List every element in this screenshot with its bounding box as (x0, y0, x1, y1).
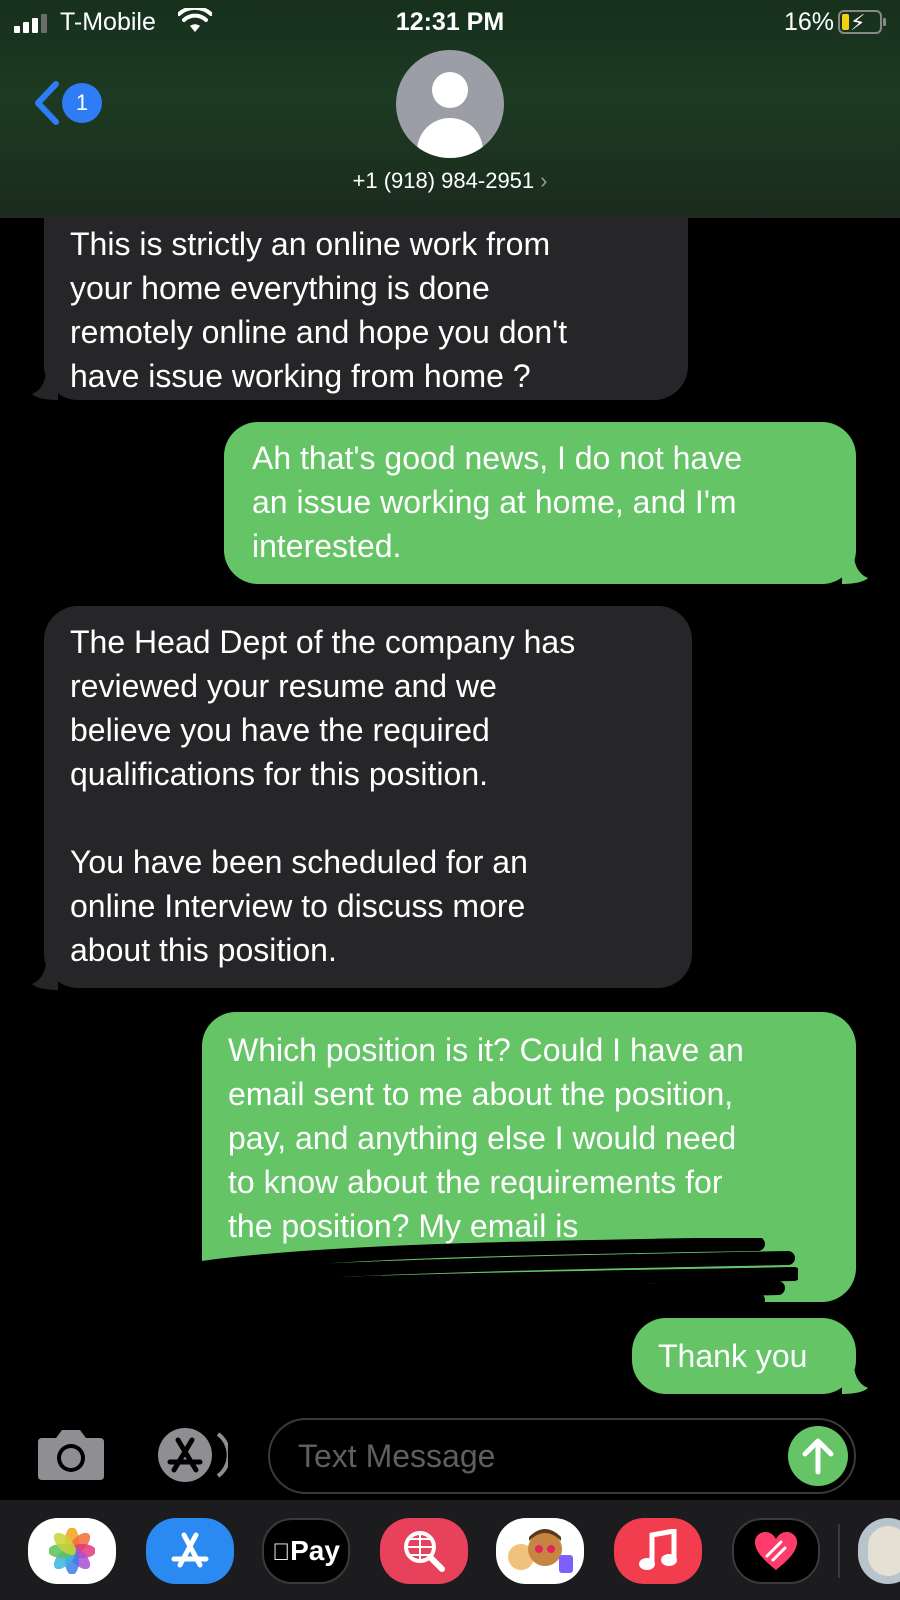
message-bubble-received[interactable]: This is strictly an online work from your home everything is done remotely online and hope you don't have issue working from home ? (44, 218, 688, 400)
status-bar (0, 0, 900, 46)
heart-icon (753, 1530, 799, 1572)
unread-count-badge: 1 (62, 83, 102, 123)
app-store-icon (168, 1529, 212, 1573)
chevron-right-icon: › (540, 168, 548, 193)
app-store-icon (158, 1428, 228, 1482)
app-image-search[interactable] (380, 1518, 468, 1584)
photos-icon (49, 1528, 95, 1574)
app-apple-pay[interactable] (262, 1518, 350, 1584)
camera-icon (38, 1430, 104, 1480)
music-note-icon (638, 1529, 678, 1573)
bubble-tail (32, 960, 58, 990)
person-icon (432, 72, 468, 108)
message-list[interactable] (0, 218, 900, 1414)
memoji-icon (505, 1525, 575, 1577)
contact-avatar[interactable] (396, 50, 504, 158)
app-more-partial[interactable] (858, 1518, 900, 1584)
redaction-scribble (198, 1238, 798, 1318)
bubble-tail (842, 1364, 868, 1394)
message-bubble-sent[interactable]: Which position is it? Could I have an email sent to me about the position, pay, and anything else I would need to know about the requirements for the position? My email is (202, 1012, 856, 1302)
message-bubble-received[interactable]: The Head Dept of the company has reviewed your resume and we believe you have the required qualifications for this position. You have been scheduled for an online Interview to discuss more about this position. (44, 606, 692, 988)
conversation-header (0, 0, 900, 218)
battery-percent: 16% (783, 8, 834, 36)
battery-icon: ⚡ (838, 10, 882, 34)
arrow-up-icon (801, 1436, 835, 1476)
app-store-button[interactable] (152, 1426, 228, 1484)
app-memoji[interactable] (496, 1518, 584, 1584)
contact-name[interactable]: +1 (918) 984-2951 › (352, 168, 548, 193)
bubble-tail (32, 370, 58, 400)
carrier-name: T-Mobile (60, 8, 156, 36)
chevron-left-icon (32, 80, 60, 126)
send-button[interactable] (788, 1426, 848, 1486)
message-input[interactable] (268, 1418, 856, 1494)
clock: 12:31 PM (395, 8, 505, 36)
message-bubble-sent[interactable]: Ah that's good news, I do not have an issue working at home, and I'm interested. (224, 422, 856, 584)
message-bubble-sent[interactable]: Thank you (632, 1318, 856, 1394)
camera-button[interactable] (36, 1428, 106, 1482)
back-button[interactable] (32, 78, 110, 128)
sticker-icon (868, 1526, 900, 1576)
bubble-tail (842, 554, 868, 584)
apple-pay-icon: Pay (281, 1535, 331, 1566)
app-music[interactable] (614, 1518, 702, 1584)
app-photos[interactable] (28, 1518, 116, 1584)
globe-search-icon (400, 1527, 448, 1575)
app-drawer (0, 1500, 900, 1600)
drawer-divider (838, 1524, 840, 1578)
app-app-store[interactable] (146, 1518, 234, 1584)
app-digital-touch[interactable] (732, 1518, 820, 1584)
